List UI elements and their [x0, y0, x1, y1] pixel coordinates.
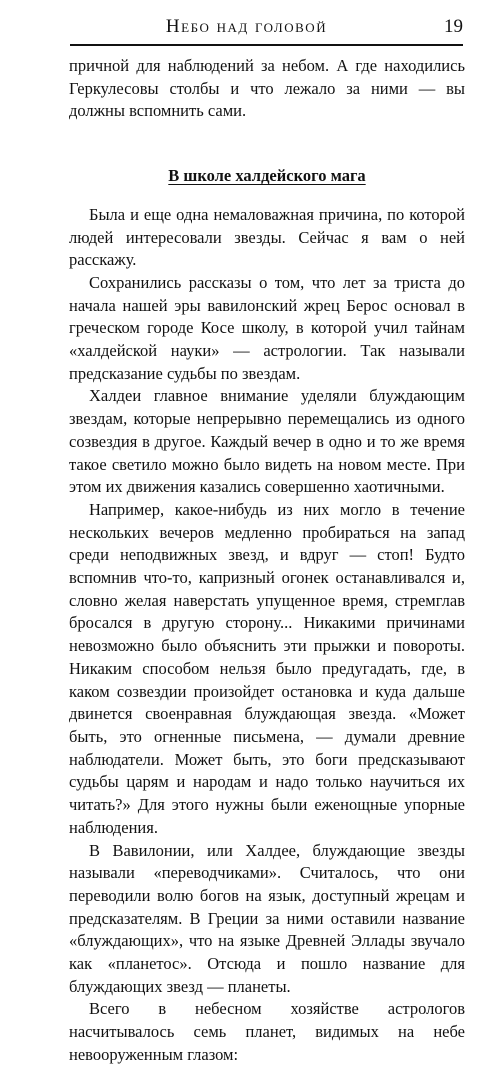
page-header: [70, 14, 463, 40]
paragraph: Всего в небесном хозяйстве астрологов насчитывалось семь планет, видимых на небе невооруженным глазом:: [69, 999, 465, 1064]
running-title: Небо над головой: [165, 16, 328, 37]
paragraph: Например, какое-нибудь из них могло в течение нескольких вечеров медленно пробираться на запад среди неподвижных звезд, и вдруг — стоп! Будто вспомнив что-то, капризный огонек останавливался и, словно желая наверстать упущенное время, стремглав бросался в другую сторону... Никакими причинами невозможно было объяснить эти прыжки и повороты. Никаким способом нельзя было предугадать, где, в каком созвездии произойдет остановка и куда дальше двинется своенравная блуждающая звезда. «Может быть, это огненные письмена, — думали древние наблюдатели. Может быть, это боги предсказывают судьбы царям и народам и надо только научиться их читать?» Для этого нужны были еженощные упорные наблюдения.: [69, 499, 465, 837]
section-title: В школе халдейского мага: [168, 166, 366, 186]
header-rule: [70, 44, 463, 46]
paragraph: Была и еще одна немаловажная причина, по которой людей интересовали звезды. Сейчас я вам о ней расскажу.: [69, 204, 465, 270]
paragraph: Халдеи главное внимание уделяли блуждающим звездам, которые непрерывно перемещались из одного созвездия в другое. Каждый вечер в одно и то же время такое светило можно было видеть на новом месте. При этом их движения казались совершенно хаотичными.: [69, 386, 465, 497]
paragraph-continued: причной для наблюдений за небом. А где находились Геркулесовы столбы и что лежало за ними — вы должны вспомнить сами.: [69, 56, 465, 121]
body-text: [69, 55, 465, 1067]
page-number: 19: [444, 16, 463, 37]
paragraph: Сохранились рассказы о том, что лет за триста до начала нашей эры вавилонский жрец Берос основал в греческом городе Косе школу, в которой учил тайнам «халдейской науки» — астрологии. Так называли предсказание судьбы по звездам.: [69, 272, 465, 383]
paragraph: В Вавилонии, или Халдее, блуждающие звезды называли «переводчиками». Считалось, что они переводили волю богов на язык, доступный жрецам и предсказателям. В Греции за ними оставили название «блуждающих», что на языке Древней Эллады звучало как «планетос». Отсюда и пошло название для блуждающих звезд — планеты.: [69, 840, 465, 996]
